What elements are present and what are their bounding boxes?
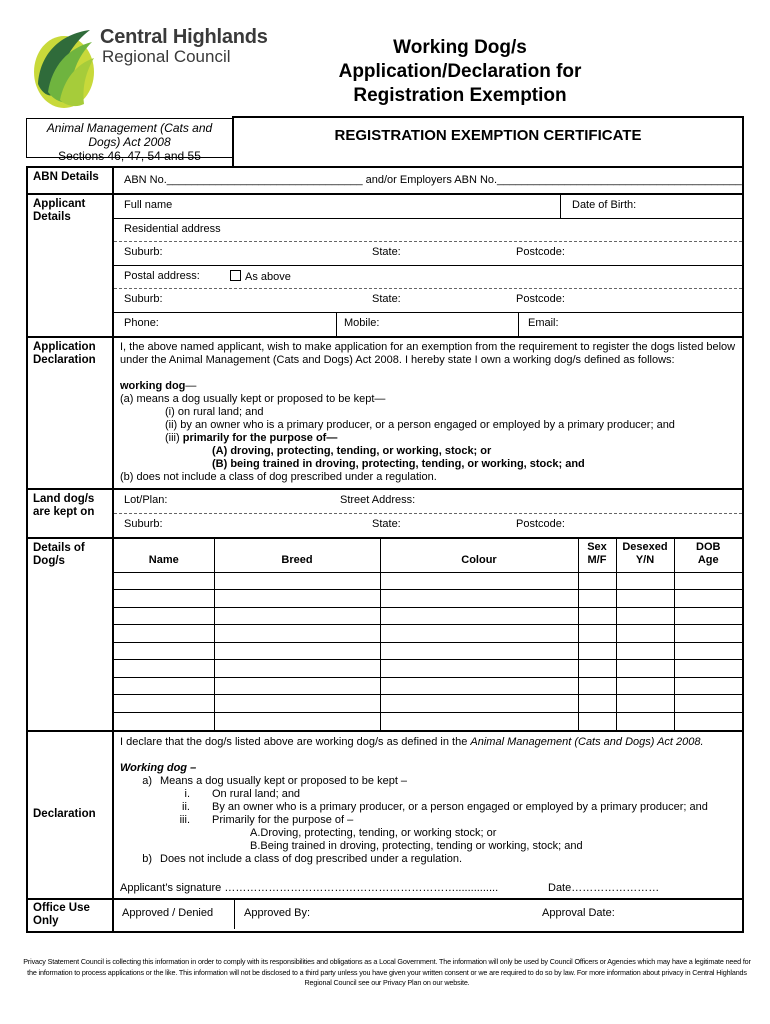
office-use-label: Office Use Only bbox=[28, 900, 114, 931]
working-dog-definition-title: working dog— bbox=[120, 380, 197, 392]
email-field[interactable]: Email: bbox=[528, 316, 559, 329]
privacy-statement: Privacy Statement Council is collecting this information in order to comply with its responsibilities and obligations as a Local Government. The information will only be used by Council Officers or Agencies which may have a legitimate need for the information to process applications or the like. This information will not be disclosed to a third party unless you have given your written consent or we are required to do so by law. For more information about privacy in Central Highlands Regional Council see our Privacy Plan on our website. bbox=[23, 957, 751, 987]
act-sections: Sections 46, 47, 54 and 55 bbox=[58, 149, 201, 163]
signature-field[interactable]: Applicant’s signature ……………………………………………………….............. bbox=[120, 881, 499, 894]
table-row bbox=[114, 625, 742, 643]
logo-text-line2: Regional Council bbox=[102, 47, 231, 66]
col-name: Name bbox=[114, 539, 214, 572]
residential-address-field[interactable]: Residential address bbox=[124, 222, 221, 235]
land-label: Land dog/s are kept on bbox=[28, 490, 114, 537]
table-row bbox=[114, 607, 742, 625]
suburb-field[interactable]: Suburb: bbox=[124, 246, 163, 258]
declaration-ii: ii. By an owner who is a primary producer, or a person engaged or employed by a primary producer; and bbox=[182, 800, 708, 813]
dogs-label: Details of Dog/s bbox=[28, 539, 114, 730]
application-intro: I, the above named applicant, wish to make application for an exemption from the requirement to register the dogs listed below under the Animal Management (Cats and Dogs) Act 2008. I hereby state I own a working dog/s defined as follows: bbox=[120, 341, 736, 366]
col-breed: Breed bbox=[214, 539, 380, 572]
definition-ii: (ii) by an owner who is a primary producer, or a person engaged or employed by a primary producer; and bbox=[165, 419, 675, 431]
dob-field[interactable]: Date of Birth: bbox=[572, 199, 637, 211]
lot-plan-field[interactable]: Lot/Plan: bbox=[124, 494, 168, 506]
abn-field[interactable]: ABN No.________________________________ and/or Employers ABN No.________________________________________ bbox=[124, 174, 742, 186]
application-form bbox=[26, 166, 744, 933]
dogs-table bbox=[114, 539, 742, 730]
land-postcode-field[interactable]: Postcode: bbox=[516, 517, 565, 530]
abn-label: ABN Details bbox=[28, 168, 114, 193]
document-title bbox=[300, 36, 620, 108]
postal-suburb-field[interactable]: Suburb: bbox=[124, 293, 163, 305]
definition-A: (A) droving, protecting, tending, or working, stock; or bbox=[212, 445, 492, 457]
table-row bbox=[114, 590, 742, 608]
declaration-section bbox=[28, 732, 742, 900]
col-desexed: Desexed Y/N bbox=[616, 539, 674, 572]
street-address-field[interactable]: Street Address: bbox=[340, 494, 416, 506]
table-row bbox=[114, 572, 742, 590]
col-dob: DOB Age bbox=[674, 539, 742, 572]
mobile-field[interactable]: Mobile: bbox=[344, 316, 380, 329]
state-field[interactable]: State: bbox=[372, 246, 401, 258]
declaration-A: A.Droving, protecting, tending, or working stock; or bbox=[250, 826, 497, 839]
definition-i: (i) on rural land; and bbox=[165, 406, 264, 418]
definition-b: (b) does not include a class of dog prescribed under a regulation. bbox=[120, 471, 437, 483]
postal-state-field[interactable]: State: bbox=[372, 293, 401, 305]
postal-address-field[interactable]: Postal address: bbox=[124, 269, 200, 282]
col-sex: Sex M/F bbox=[578, 539, 616, 572]
as-above-option[interactable] bbox=[230, 270, 291, 283]
definition-iii: (iii) primarily for the purpose of— bbox=[165, 432, 338, 444]
definition-a: (a) means a dog usually kept or proposed to be kept— bbox=[120, 393, 386, 405]
col-colour: Colour bbox=[380, 539, 578, 572]
approved-by-field[interactable]: Approved By: bbox=[244, 906, 311, 919]
declaration-B: B.Being trained in droving, protecting, tending or working, stock; and bbox=[250, 839, 583, 852]
title-line: Working Dog/s bbox=[393, 37, 527, 58]
declaration-intro: I declare that the dog/s listed above are working dog/s as defined in the Animal Management (Cats and Dogs) Act 2008. bbox=[120, 735, 704, 748]
declaration-definition-title: Working dog – bbox=[120, 761, 197, 774]
declaration-date-field[interactable]: Date…………………… bbox=[548, 881, 660, 894]
as-above-label: As above bbox=[245, 270, 291, 283]
office-use-section bbox=[28, 900, 742, 931]
table-row bbox=[114, 695, 742, 713]
table-row bbox=[114, 642, 742, 660]
act-name-line1: Animal Management (Cats and bbox=[46, 121, 213, 135]
land-section bbox=[28, 490, 742, 539]
council-emblem-icon bbox=[30, 24, 100, 114]
approved-denied-field[interactable]: Approved / Denied bbox=[122, 906, 214, 919]
applicant-label: Applicant Details bbox=[28, 195, 114, 336]
table-row bbox=[114, 660, 742, 678]
as-above-checkbox[interactable] bbox=[230, 270, 241, 281]
full-name-field[interactable]: Full name bbox=[124, 199, 173, 211]
application-declaration-label: Application Declaration bbox=[28, 338, 114, 488]
abn-section bbox=[28, 168, 742, 195]
table-row bbox=[114, 677, 742, 695]
declaration-b: b) Does not include a class of dog prescribed under a regulation. bbox=[142, 852, 463, 865]
phone-field[interactable]: Phone: bbox=[124, 316, 159, 329]
application-declaration-section bbox=[28, 338, 742, 490]
table-row bbox=[114, 712, 742, 730]
act-name-line2: Dogs) Act 2008 bbox=[88, 135, 171, 149]
definition-B: (B) being trained in droving, protecting, tending, or working, stock; and bbox=[212, 458, 585, 470]
council-logo bbox=[30, 20, 280, 112]
dogs-section bbox=[28, 539, 742, 732]
postal-postcode-field[interactable]: Postcode: bbox=[516, 293, 565, 305]
title-line: Registration Exemption bbox=[353, 85, 567, 106]
approval-date-field[interactable]: Approval Date: bbox=[542, 906, 615, 919]
declaration-iii: iii. Primarily for the purpose of – bbox=[179, 813, 354, 826]
logo-text-line1: Central Highlands bbox=[100, 26, 268, 48]
land-suburb-field[interactable]: Suburb: bbox=[124, 517, 163, 530]
certificate-title: REGISTRATION EXEMPTION CERTIFICATE bbox=[232, 116, 744, 168]
declaration-a: a) Means a dog usually kept or proposed to be kept – bbox=[142, 774, 408, 787]
land-state-field[interactable]: State: bbox=[372, 517, 401, 530]
applicant-section bbox=[28, 195, 742, 338]
declaration-label: Declaration bbox=[28, 732, 114, 898]
title-line: Application/Declaration for bbox=[338, 61, 582, 82]
postcode-field[interactable]: Postcode: bbox=[516, 246, 565, 258]
declaration-i: i. On rural land; and bbox=[184, 787, 301, 800]
